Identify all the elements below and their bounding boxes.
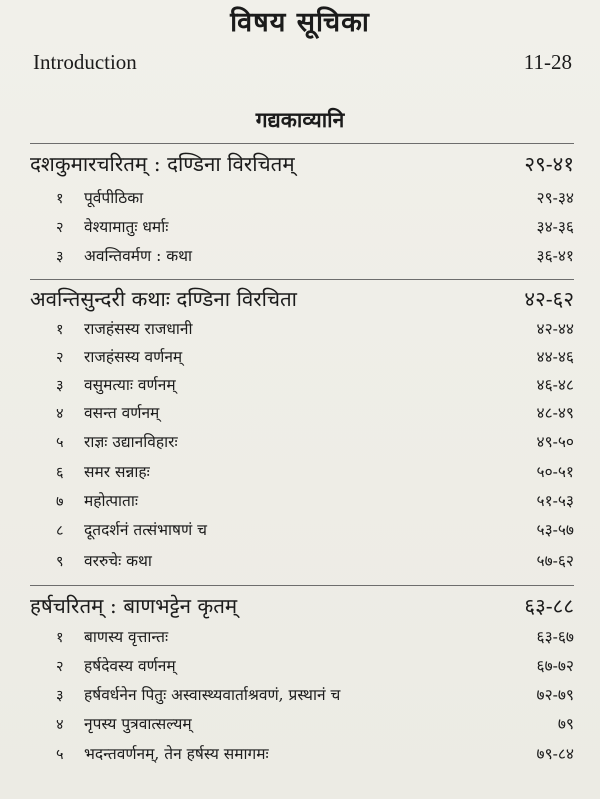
item-title: अवन्तिवर्मण : कथा [84,247,193,265]
item-number: ७ [56,494,64,510]
item-number: ४ [56,717,64,733]
list-item [0,625,600,647]
item-number: ६ [56,465,64,481]
item-title: राजहंसस्य राजधानी [84,320,193,338]
list-item [0,654,600,676]
item-title: वसुमत्याः वर्णनम् [84,376,176,394]
chapter-pages: ४२-६२ [524,287,574,311]
item-title: वेश्यामातुः धर्माः [84,218,169,236]
item-title: महोत्पाताः [84,492,139,510]
item-title: पूर्वपीठिका [84,189,144,207]
item-pages: २९-३४ [536,189,574,207]
section-heading: गद्यकाव्यानि [255,107,345,132]
item-pages: ६३-६७ [536,628,574,646]
item-number: ८ [56,523,64,539]
chapter-title: हर्षचरितम् : बाणभट्टेन कृतम् [30,594,238,618]
chapter-row [0,150,600,178]
item-title: नृपस्य पुत्रवात्सल्यम् [84,715,192,733]
item-number: १ [56,630,64,646]
item-title: वसन्त वर्णनम् [84,404,160,422]
item-number: २ [56,659,64,675]
item-number: ३ [56,378,64,394]
item-title: बाणस्य वृत्तान्तः [84,628,169,646]
item-number: १ [56,191,64,207]
introduction-label: Introduction [33,50,137,74]
item-title: भदन्तवर्णनम्, तेन हर्षस्य समागमः [84,745,269,763]
list-item [0,373,600,395]
item-pages: ४४-४६ [536,348,574,366]
item-pages: ४९-५० [536,433,574,451]
item-pages: ४६-४८ [536,376,574,394]
item-number: ३ [56,688,64,704]
list-item [0,712,600,734]
list-item [0,460,600,482]
list-item [0,186,600,208]
item-title: हर्षदेवस्य वर्णनम् [84,657,176,675]
list-item [0,215,600,237]
item-title: राजहंसस्य वर्णनम् [84,348,183,366]
chapter-title: अवन्तिसुन्दरी कथाः दण्डिना विरचिता [30,287,297,311]
item-pages: ४२-४४ [536,320,574,338]
item-pages: ३४-३६ [536,218,574,236]
item-title: वररुचेः कथा [84,552,152,570]
item-pages: ५०-५१ [536,463,574,481]
item-pages: ५७-६२ [536,552,574,570]
divider [30,585,574,586]
item-number: ३ [56,249,64,265]
item-number: ५ [56,747,64,763]
introduction-pages: 11-28 [523,50,572,74]
item-pages: ७९-८४ [536,745,574,763]
item-number: २ [56,220,64,236]
item-number: ९ [56,554,64,570]
chapter-row [0,592,600,620]
item-title: समर सन्नाहः [84,463,150,481]
chapter-pages: २९-४१ [524,152,574,176]
chapter-title: दशकुमारचरितम् : दण्डिना विरचितम् [30,152,295,176]
divider [30,279,574,280]
list-item [0,518,600,540]
page-title: विषय सूचिका [230,7,370,38]
item-pages: ५१-५३ [536,492,574,510]
item-title: राज्ञः उद्यानविहारः [84,433,178,451]
chapter-row [0,285,600,313]
item-number: २ [56,350,64,366]
list-item [0,430,600,452]
list-item [0,742,600,764]
list-item [0,549,600,571]
list-item [0,345,600,367]
chapter-pages: ६३-८८ [524,594,574,618]
introduction-row [33,50,572,75]
list-item [0,489,600,511]
list-item [0,683,600,705]
list-item [0,244,600,266]
item-pages: ७२-७९ [536,686,574,704]
item-pages: ७९ [557,715,574,733]
item-title: हर्षवर्धनेन पितुः अस्वास्थ्यवार्ताश्रवणं, प्रस्थानं च [84,686,341,704]
item-pages: ४८-४९ [536,404,574,422]
item-number: ४ [56,406,64,422]
item-title: दूतदर्शनं तत्संभाषणं च [84,521,207,539]
item-pages: ६७-७२ [536,657,574,675]
item-pages: ३६-४१ [536,247,574,265]
item-number: १ [56,322,64,338]
list-item [0,401,600,423]
item-number: ५ [56,435,64,451]
divider [30,143,574,144]
list-item [0,317,600,339]
item-pages: ५३-५७ [536,521,574,539]
